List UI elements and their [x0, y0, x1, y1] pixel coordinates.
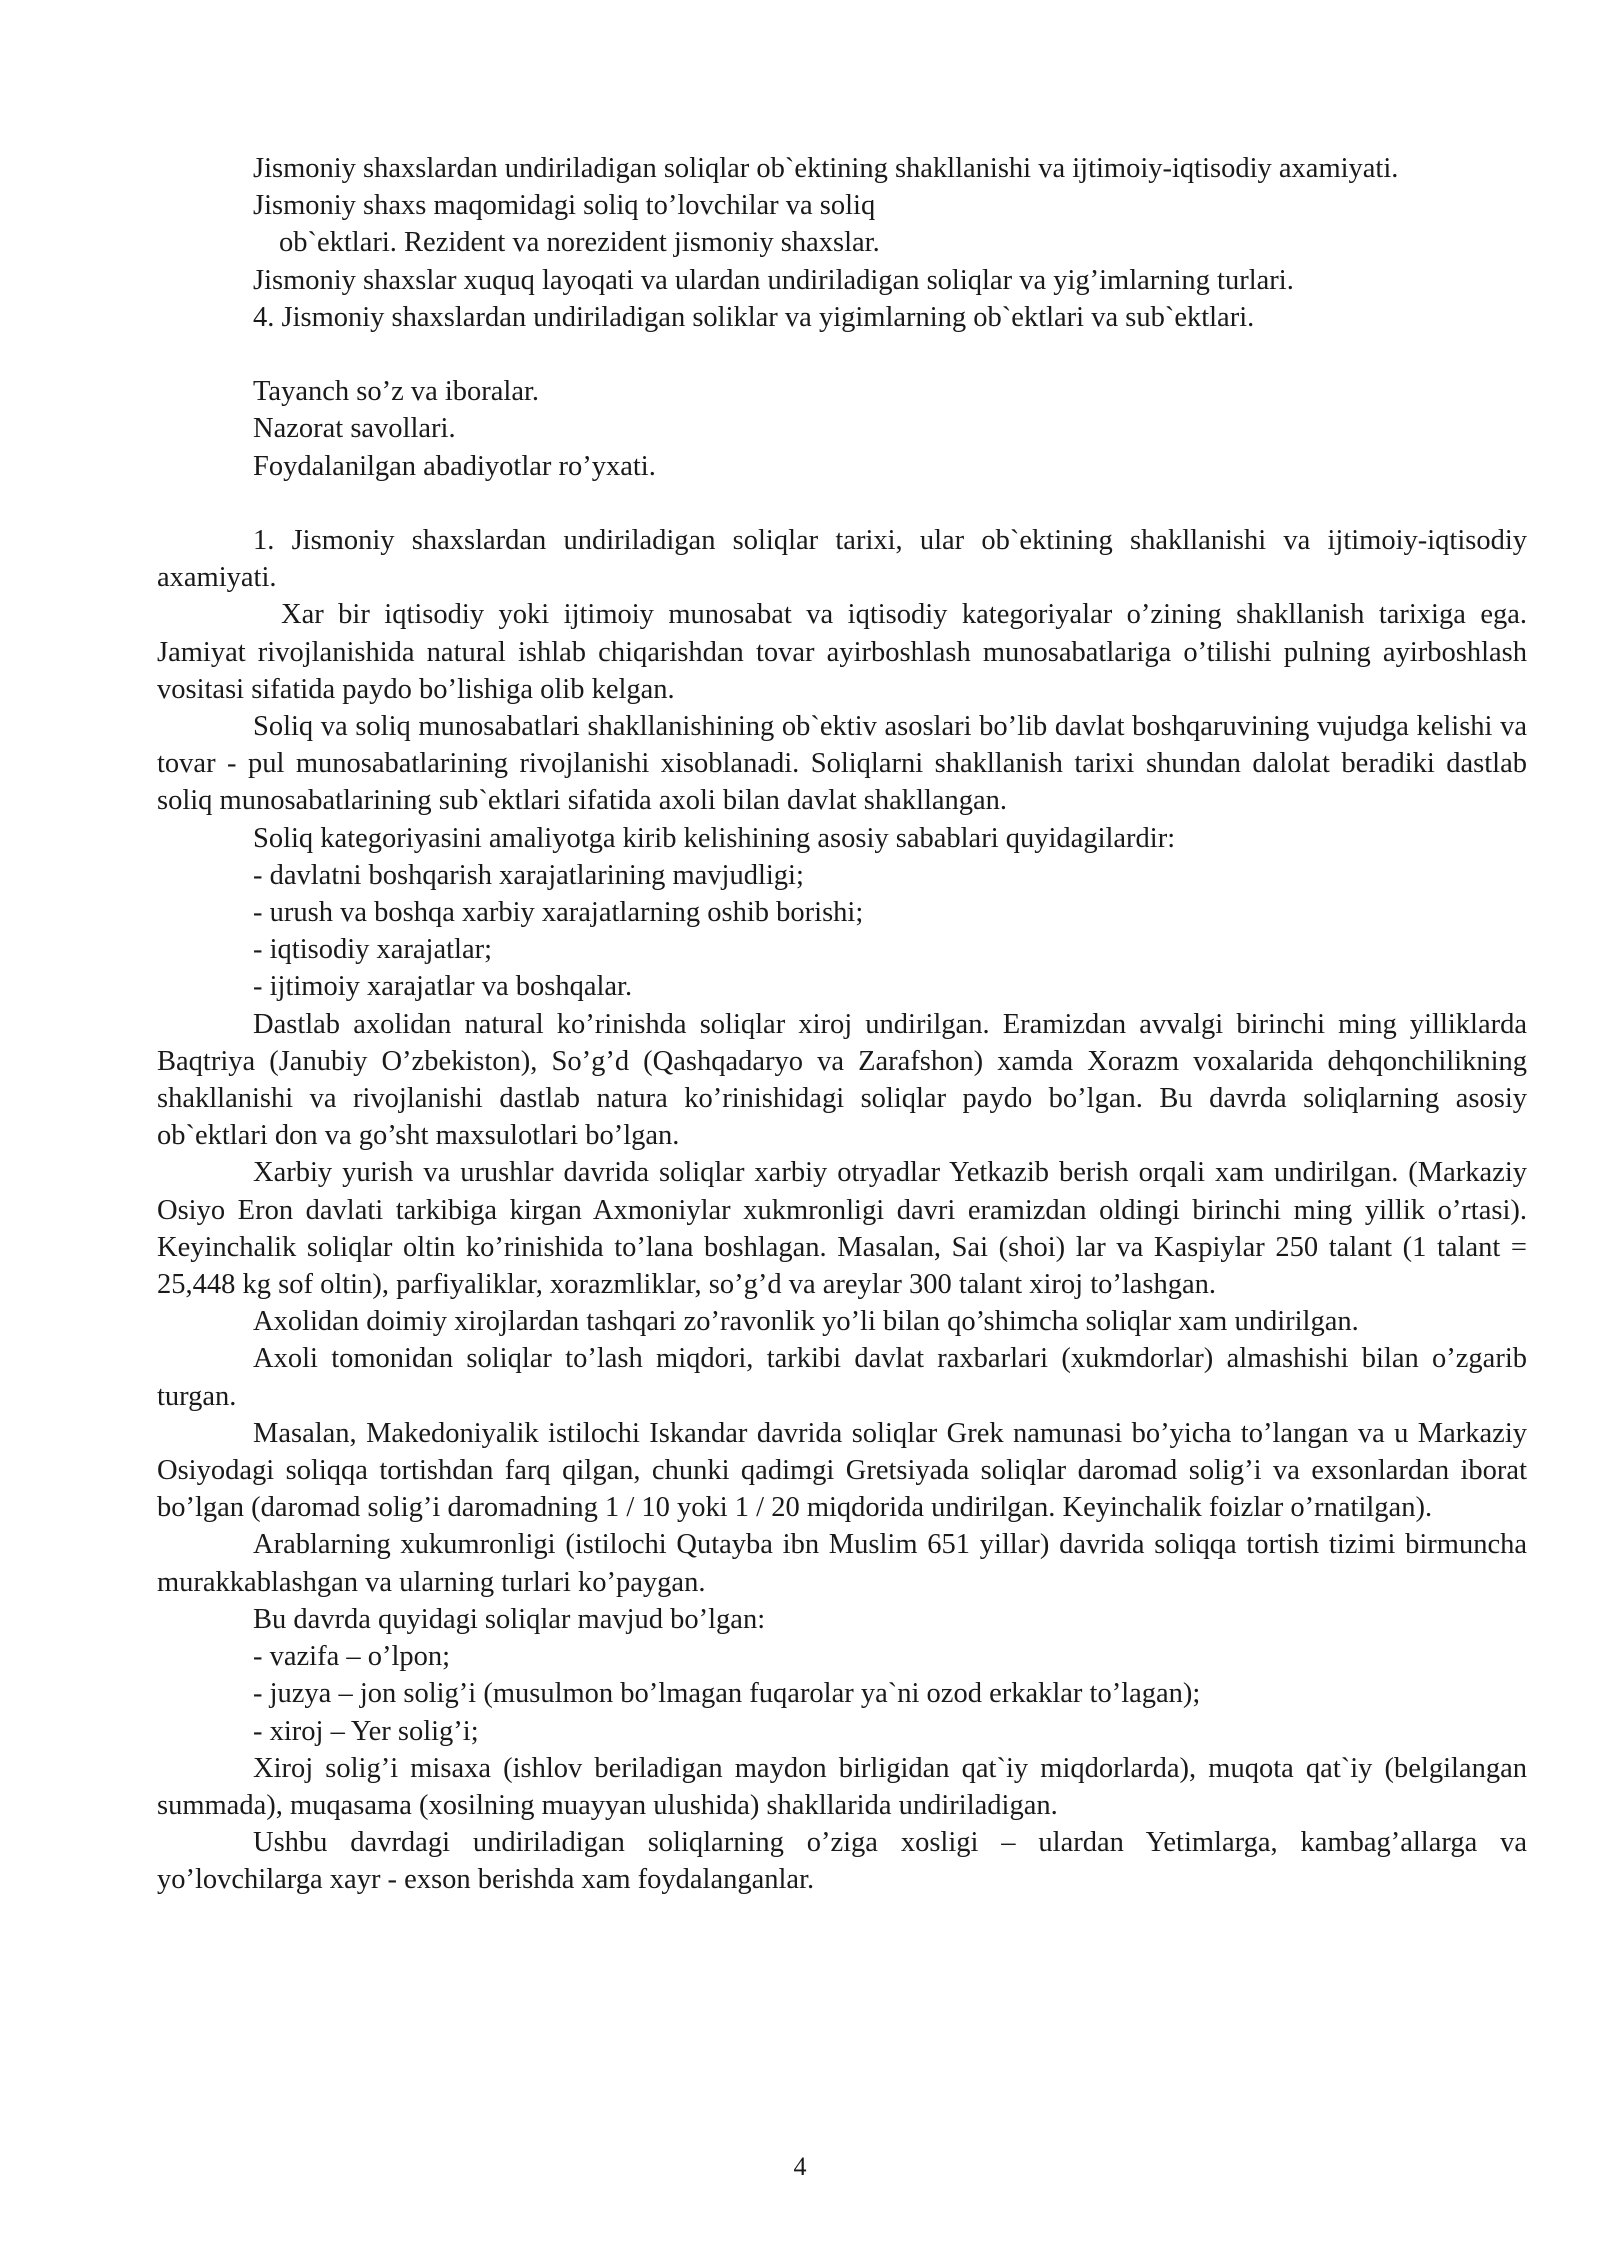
- paragraph: Soliq va soliq munosabatlari shakllanishining ob`ektiv asoslari bo’lib davlat boshqaruvining vujudga kelishi va tovar - pul munosabatlarining rivojlanishi xisoblanadi. Soliqlarni shakllanish tarixi shundan dalolat beradiki dastlab soliq munosabatlarining sub`ektlari sifatida axoli bilan davlat shakllangan.: [157, 711, 1527, 817]
- spacer: [157, 336, 1527, 373]
- paragraph: Masalan, Makedoniyalik istilochi Iskandar davrida soliqlar Grek namunasi bo’yicha to’langan va u Markaziy Osiyodagi soliqqa tortishdan farq qilgan, chunki qadimgi Gretsiyada soliqlar daromad solig’i va exsonlardan iborat bo’lgan (daromad solig’i daromadning 1 / 10 yoki 1 / 20 miqdorida undirilgan. Keyinchalik foizlar o’rnatilgan).: [157, 1417, 1527, 1524]
- paragraph: Ushbu davrdagi undiriladigan soliqlarning o’ziga xosligi – ulardan Yetimlarga, kambag’allarga va yo’lovchilarga xayr - exson berishda xam foydalanganlar.: [157, 1827, 1527, 1896]
- paragraph: Xarbiy yurish va urushlar davrida soliqlar xarbiy otryadlar Yetkazib berish orqali xam undirilgan. (Markaziy Osiyo Eron davlati tarkibiga kirgan Axmoniylar xukmronligi davri eramizdan oldingi birinchi ming yillik o’rtasi). Keyinchalik soliqlar oltin ko’rinishida to’lana boshlagan. Masalan, Sai (shoi) lar va Kaspiylar 250 talant (1 talant = 25,448 kg sof oltin), parfiyaliklar, xorazmliklar, so’g’d va areylar 300 talant xiroj to’lashgan.: [157, 1157, 1527, 1301]
- outline-item-4: 4. Jismoniy shaxslardan undiriladigan soliklar va yigimlarning ob`ektlari va sub`ektlari.: [253, 301, 1255, 333]
- list-item: - davlatni boshqarish xarajatlarining mavjudligi;: [253, 859, 804, 891]
- references-heading: Foydalanilgan abadiyotlar ro’yxati.: [253, 450, 656, 482]
- list-item: - juzya – jon solig’i (musulmon bo’lmagan fuqarolar ya`ni ozod erkaklar to’lagan);: [253, 1678, 1201, 1710]
- section-heading: 1. Jismoniy shaxslardan undiriladigan soliqlar tarixi, ular ob`ektining shakllanishi va ijtimoiy-iqtisodiy axamiyati.: [157, 525, 1527, 594]
- list-item: - vazifa – o’lpon;: [253, 1641, 451, 1673]
- outline-item-2-line-1: Jismoniy shaxs maqomidagi soliq to’lovchilar va soliq: [253, 190, 876, 222]
- keywords-heading: Tayanch so’z va iboralar.: [253, 376, 540, 408]
- paragraph: Soliq kategoriyasini amaliyotga kirib kelishining asosiy sabablari quyidagilardir:: [253, 822, 1176, 854]
- paragraph: Axoli tomonidan soliqlar to’lash miqdori, tarkibi davlat raxbarlari (xukmdorlar) almashishi bilan o’zgarib turgan.: [157, 1343, 1527, 1412]
- paragraph: Xar bir iqtisodiy yoki ijtimoiy munosabat va iqtisodiy kategoriyalar o’zining shakllanish tarixiga ega. Jamiyat rivojlanishida natural ishlab chiqarishdan tovar ayirboshlash munosabatlariga o’tilishi pulning ayirboshlash vositasi sifatida paydo bo’lishiga olib kelgan.: [157, 599, 1527, 705]
- list-item: - ijtimoiy xarajatlar va boshqalar.: [253, 971, 633, 1003]
- document-page: [157, 150, 1527, 1899]
- paragraph: Axolidan doimiy xirojlardan tashqari zo’ravonlik yo’li bilan qo’shimcha soliqlar xam undirilgan.: [253, 1306, 1359, 1338]
- page-number: 4: [793, 2152, 807, 2181]
- questions-heading: Nazorat savollari.: [253, 413, 456, 445]
- outline-item-3: Jismoniy shaxslar xuquq layoqati va ulardan undiriladigan soliqlar va yig’imlarning turlari.: [253, 264, 1294, 296]
- spacer: [157, 485, 1527, 522]
- paragraph: Dastlab axolidan natural ko’rinishda soliqlar xiroj undirilgan. Eramizdan avvalgi birinchi ming yilliklarda Baqtriya (Janubiy O’zbekiston), So’g’d (Qashqadaryo va Zarafshon) xamda Xorazm voxalarida dehqonchilikning shakllanishi va rivojlanishi dastlab natura ko’rinishidagi soliqlar paydo bo’lgan. Bu davrda soliqlarning asosiy ob`ektlari don va go’sht maxsulotlari bo’lgan.: [157, 1008, 1527, 1152]
- list-item: - urush va boshqa xarbiy xarajatlarning oshib borishi;: [253, 897, 864, 929]
- paragraph: Arablarning xukumronligi (istilochi Qutayba ibn Muslim 651 yillar) davrida soliqqa tortish tizimi birmuncha murakkablashgan va ularning turlari ko’paygan.: [157, 1529, 1527, 1598]
- outline-item-1: Jismoniy shaxslardan undiriladigan soliqlar ob`ektining shakllanishi va ijtimoiy-iqtisodiy axamiyati.: [253, 153, 1399, 184]
- list-item: - iqtisodiy xarajatlar;: [253, 934, 493, 966]
- outline-item-2-line-2: ob`ektlari. Rezident va norezident jismoniy shaxslar.: [279, 227, 880, 259]
- list-item: - xiroj – Yer solig’i;: [253, 1715, 479, 1747]
- paragraph: Bu davrda quyidagi soliqlar mavjud bo’lgan:: [253, 1603, 766, 1635]
- paragraph: Xiroj solig’i misaxa (ishlov beriladigan maydon birligidan qat`iy miqdorlarda), muqota qat`iy (belgilangan summada), muqasama (xosilning muayyan ulushida) shakllarida undiriladigan.: [157, 1752, 1527, 1821]
